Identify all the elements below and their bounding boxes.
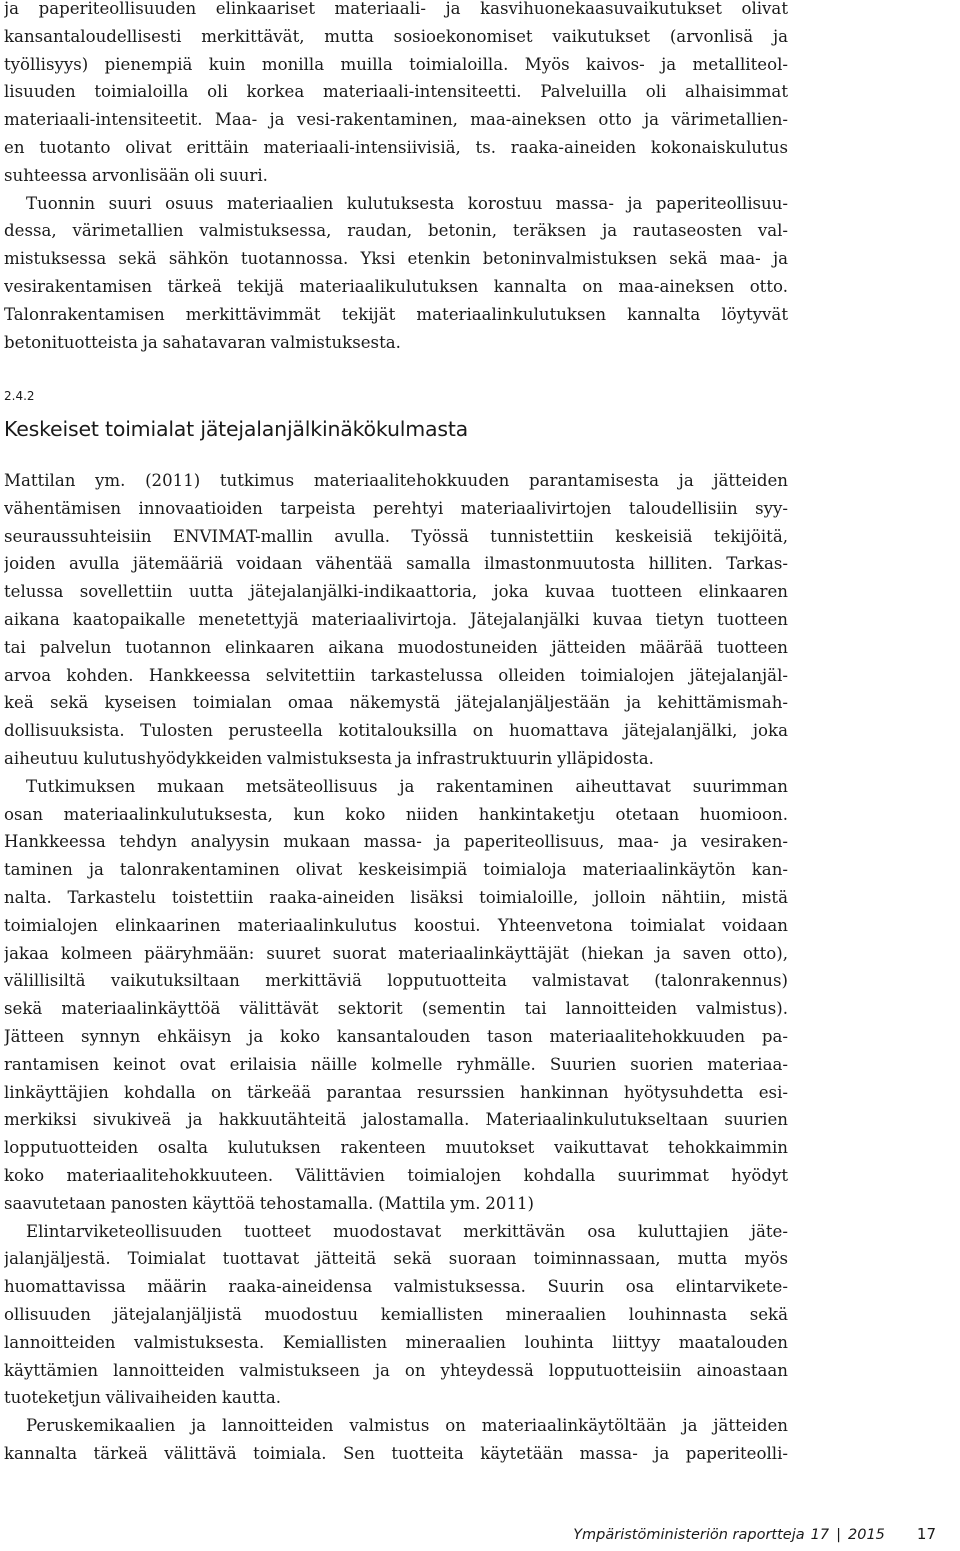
text-line: sekä materiaalinkäyttöä välittävät sektorit (sementin tai lannoitteiden valmistus).: [4, 999, 788, 1019]
text-line: vähentämisen innovaatioiden tarpeista perehtyi materiaalivirtojen taloudellisiin syy-: [4, 498, 788, 518]
text-line: lopputuotteiden osalta kulutuksen rakenteen muutokset vaikuttavat tehokkaimmin: [4, 1138, 788, 1158]
text-line: suhteessa arvonlisään oli suuri.: [4, 165, 268, 185]
text-line: aiheutuu kulutushyödykkeiden valmistuksesta ja infrastruktuurin ylläpidosta.: [4, 748, 654, 768]
text-line: lannoitteiden valmistuksesta. Kemiallisten mineraalien louhinta liittyy maatalouden: [4, 1332, 788, 1352]
page-footer: [573, 1525, 936, 1543]
text-line: taminen ja talonrakentaminen olivat keskeisimpiä toimialoja materiaalinkäytön kan-: [4, 860, 788, 880]
text-line: mistuksessa sekä sähkön tuotannossa. Yksi etenkin betoninvalmistuksen sekä maa- ja: [4, 249, 788, 269]
text-line: nalta. Tarkastelu toistettiin raaka-aineiden lisäksi toimialoille, jolloin nähtiin, mistä: [4, 887, 788, 907]
page-number: 17: [916, 1525, 936, 1543]
section-body: [4, 467, 788, 1468]
section-number: 2.4.2: [4, 389, 35, 403]
text-line: välillisiltä vaikutuksiltaan merkittäviä lopputuotteita valmistavat (talonrakennus): [4, 971, 788, 991]
text-line: saavutetaan panosten käyttöä tehostamalla. (Mattila ym. 2011): [4, 1193, 535, 1213]
text-line: dollisuuksista. Tulosten perusteella kotitalouksilla on huomattava jätejalanjälki, joka: [4, 721, 788, 741]
text-line: Mattilan ym. (2011) tutkimus materiaalitehokkuuden parantamisesta ja jätteiden: [4, 471, 788, 490]
text-line: jalanjäljestä. Toimialat tuottavat jätteitä sekä suoraan toiminnassaan, mutta myös: [4, 1249, 788, 1269]
text-line: Jätteen synnyn ehkäisyn ja koko kansantalouden tason materiaalitehokkuuden pa-: [4, 1026, 788, 1046]
text-line: aikana kaatopaikalle menetettyjä materiaalivirtoja. Jätejalanjälki kuvaa tietyn tuotteen: [4, 609, 788, 629]
text-line: arvoa kohden. Hankkeessa selvitettiin tarkastelussa olleiden toimialojen jätejalanjäl-: [4, 665, 788, 685]
text-line: Peruskemikaalien ja lannoitteiden valmistus on materiaalinkäytöltään ja jätteiden: [26, 1416, 788, 1436]
text-line: materiaali-intensiteetit. Maa- ja vesi-rakentaminen, maa-aineksen otto ja värimetallien-: [4, 110, 788, 130]
text-line: huomattavissa määrin raaka-aineidensa valmistuksessa. Suurin osa elintarvikete-: [4, 1277, 788, 1297]
publication-name: Ympäristöministeriön raportteja: [573, 1527, 805, 1543]
text-line: toimialojen elinkaarinen materiaalinkulutus koostui. Yhteenvetona toimialat voidaan: [4, 915, 788, 935]
text-line: Tuonnin suuri osuus materiaalien kulutuksesta korostuu massa- ja paperiteollisuu-: [26, 193, 788, 213]
text-line: jakaa kolmeen pääryhmään: suuret suorat materiaalinkäyttäjät (hiekan ja saven otto),: [4, 943, 788, 963]
text-line: tuoteketjun välivaiheiden kautta.: [4, 1388, 281, 1408]
text-line: ja paperiteollisuuden elinkaariset materiaali- ja kasvihuonekaasuvaikutukset olivat: [4, 0, 788, 18]
text-line: dessa, värimetallien valmistuksessa, raudan, betonin, teräksen ja rautaseosten val-: [4, 221, 788, 241]
text-line: joiden avulla jätemääriä voidaan vähentää samalla ilmastonmuutosta hilliten. Tarkas-: [4, 554, 788, 574]
footer-separator: |: [836, 1527, 841, 1543]
text-line: merkiksi sivukiveä ja hakkuutähteitä jalostamalla. Materiaalinkulutukseltaan suurien: [4, 1110, 788, 1130]
text-line: ollisuuden jätejalanjäljistä muodostuu kemiallisten mineraalien louhinnasta sekä: [4, 1304, 788, 1324]
section-heading: Keskeiset toimialat jätejalanjälkinäkökulmasta: [4, 417, 469, 441]
text-line: Talonrakentamisen merkittävimmät tekijät materiaalinkulutuksen kannalta löytyvät: [4, 304, 788, 324]
text-line: kannalta tärkeä välittävä toimiala. Sen tuotteita käytetään massa- ja paperiteolli-: [4, 1443, 788, 1463]
text-line: tai palvelun tuotannon elinkaaren aikana muodostuneiden jätteiden määrää tuotteen: [4, 637, 788, 657]
text-line: en tuotanto olivat erittäin materiaali-intensiivisiä, ts. raaka-aineiden kokonaiskulutus: [4, 137, 788, 157]
text-line: rantamisen keinot ovat erilaisia näille kolmelle ryhmälle. Suurien suorien materiaa-: [4, 1054, 788, 1074]
intro-paragraph: [4, 0, 788, 356]
text-line: Elintarviketeollisuuden tuotteet muodostavat merkittävän osa kuluttajien jäte-: [26, 1221, 788, 1241]
text-line: kansantaloudellisesti merkittävät, mutta sosioekonomiset vaikutukset (arvonlisä ja: [4, 26, 788, 46]
text-line: keä sekä kyseisen toimialan omaa näkemystä jätejalanjäljestään ja kehittämismah-: [4, 693, 788, 713]
text-line: työllisyys) pienempiä kuin monilla muilla toimialoilla. Myös kaivos- ja metalliteol-: [4, 54, 788, 74]
text-line: käyttämien lannoitteiden valmistukseen ja on yhteydessä lopputuotteisiin ainoastaan: [4, 1360, 788, 1380]
text-line: seuraussuhteisiin ENVIMAT-mallin avulla. Työssä tunnistettiin keskeisiä tekijöitä,: [4, 526, 788, 546]
text-line: vesirakentamisen tärkeä tekijä materiaalikulutuksen kannalta on maa-aineksen otto.: [4, 276, 788, 296]
text-line: telussa sovellettiin uutta jätejalanjälki-indikaattoria, joka kuvaa tuotteen elinkaaren: [4, 582, 788, 602]
text-line: Hankkeessa tehdyn analyysin mukaan massa- ja paperiteollisuus, maa- ja vesiraken-: [4, 832, 788, 852]
text-line: betonituotteista ja sahatavaran valmistuksesta.: [4, 332, 401, 352]
text-line: koko materiaalitehokkuuteen. Välittävien toimialojen kohdalla suurimmat hyödyt: [4, 1165, 788, 1185]
text-line: lisuuden toimialoilla oli korkea materiaali-intensiteetti. Palveluilla oli alhaisimmat: [4, 82, 788, 102]
publication-year: 2015: [848, 1527, 885, 1543]
text-line: linkäyttäjien kohdalla on tärkeää parantaa resurssien hankinnan hyötysuhdetta esi-: [4, 1082, 788, 1102]
text-line: osan materiaalinkulutuksesta, kun koko niiden hankintaketju otetaan huomioon.: [4, 804, 788, 824]
report-number: 17: [810, 1527, 830, 1543]
text-line: Tutkimuksen mukaan metsäteollisuus ja rakentaminen aiheuttavat suurimman: [26, 776, 788, 796]
